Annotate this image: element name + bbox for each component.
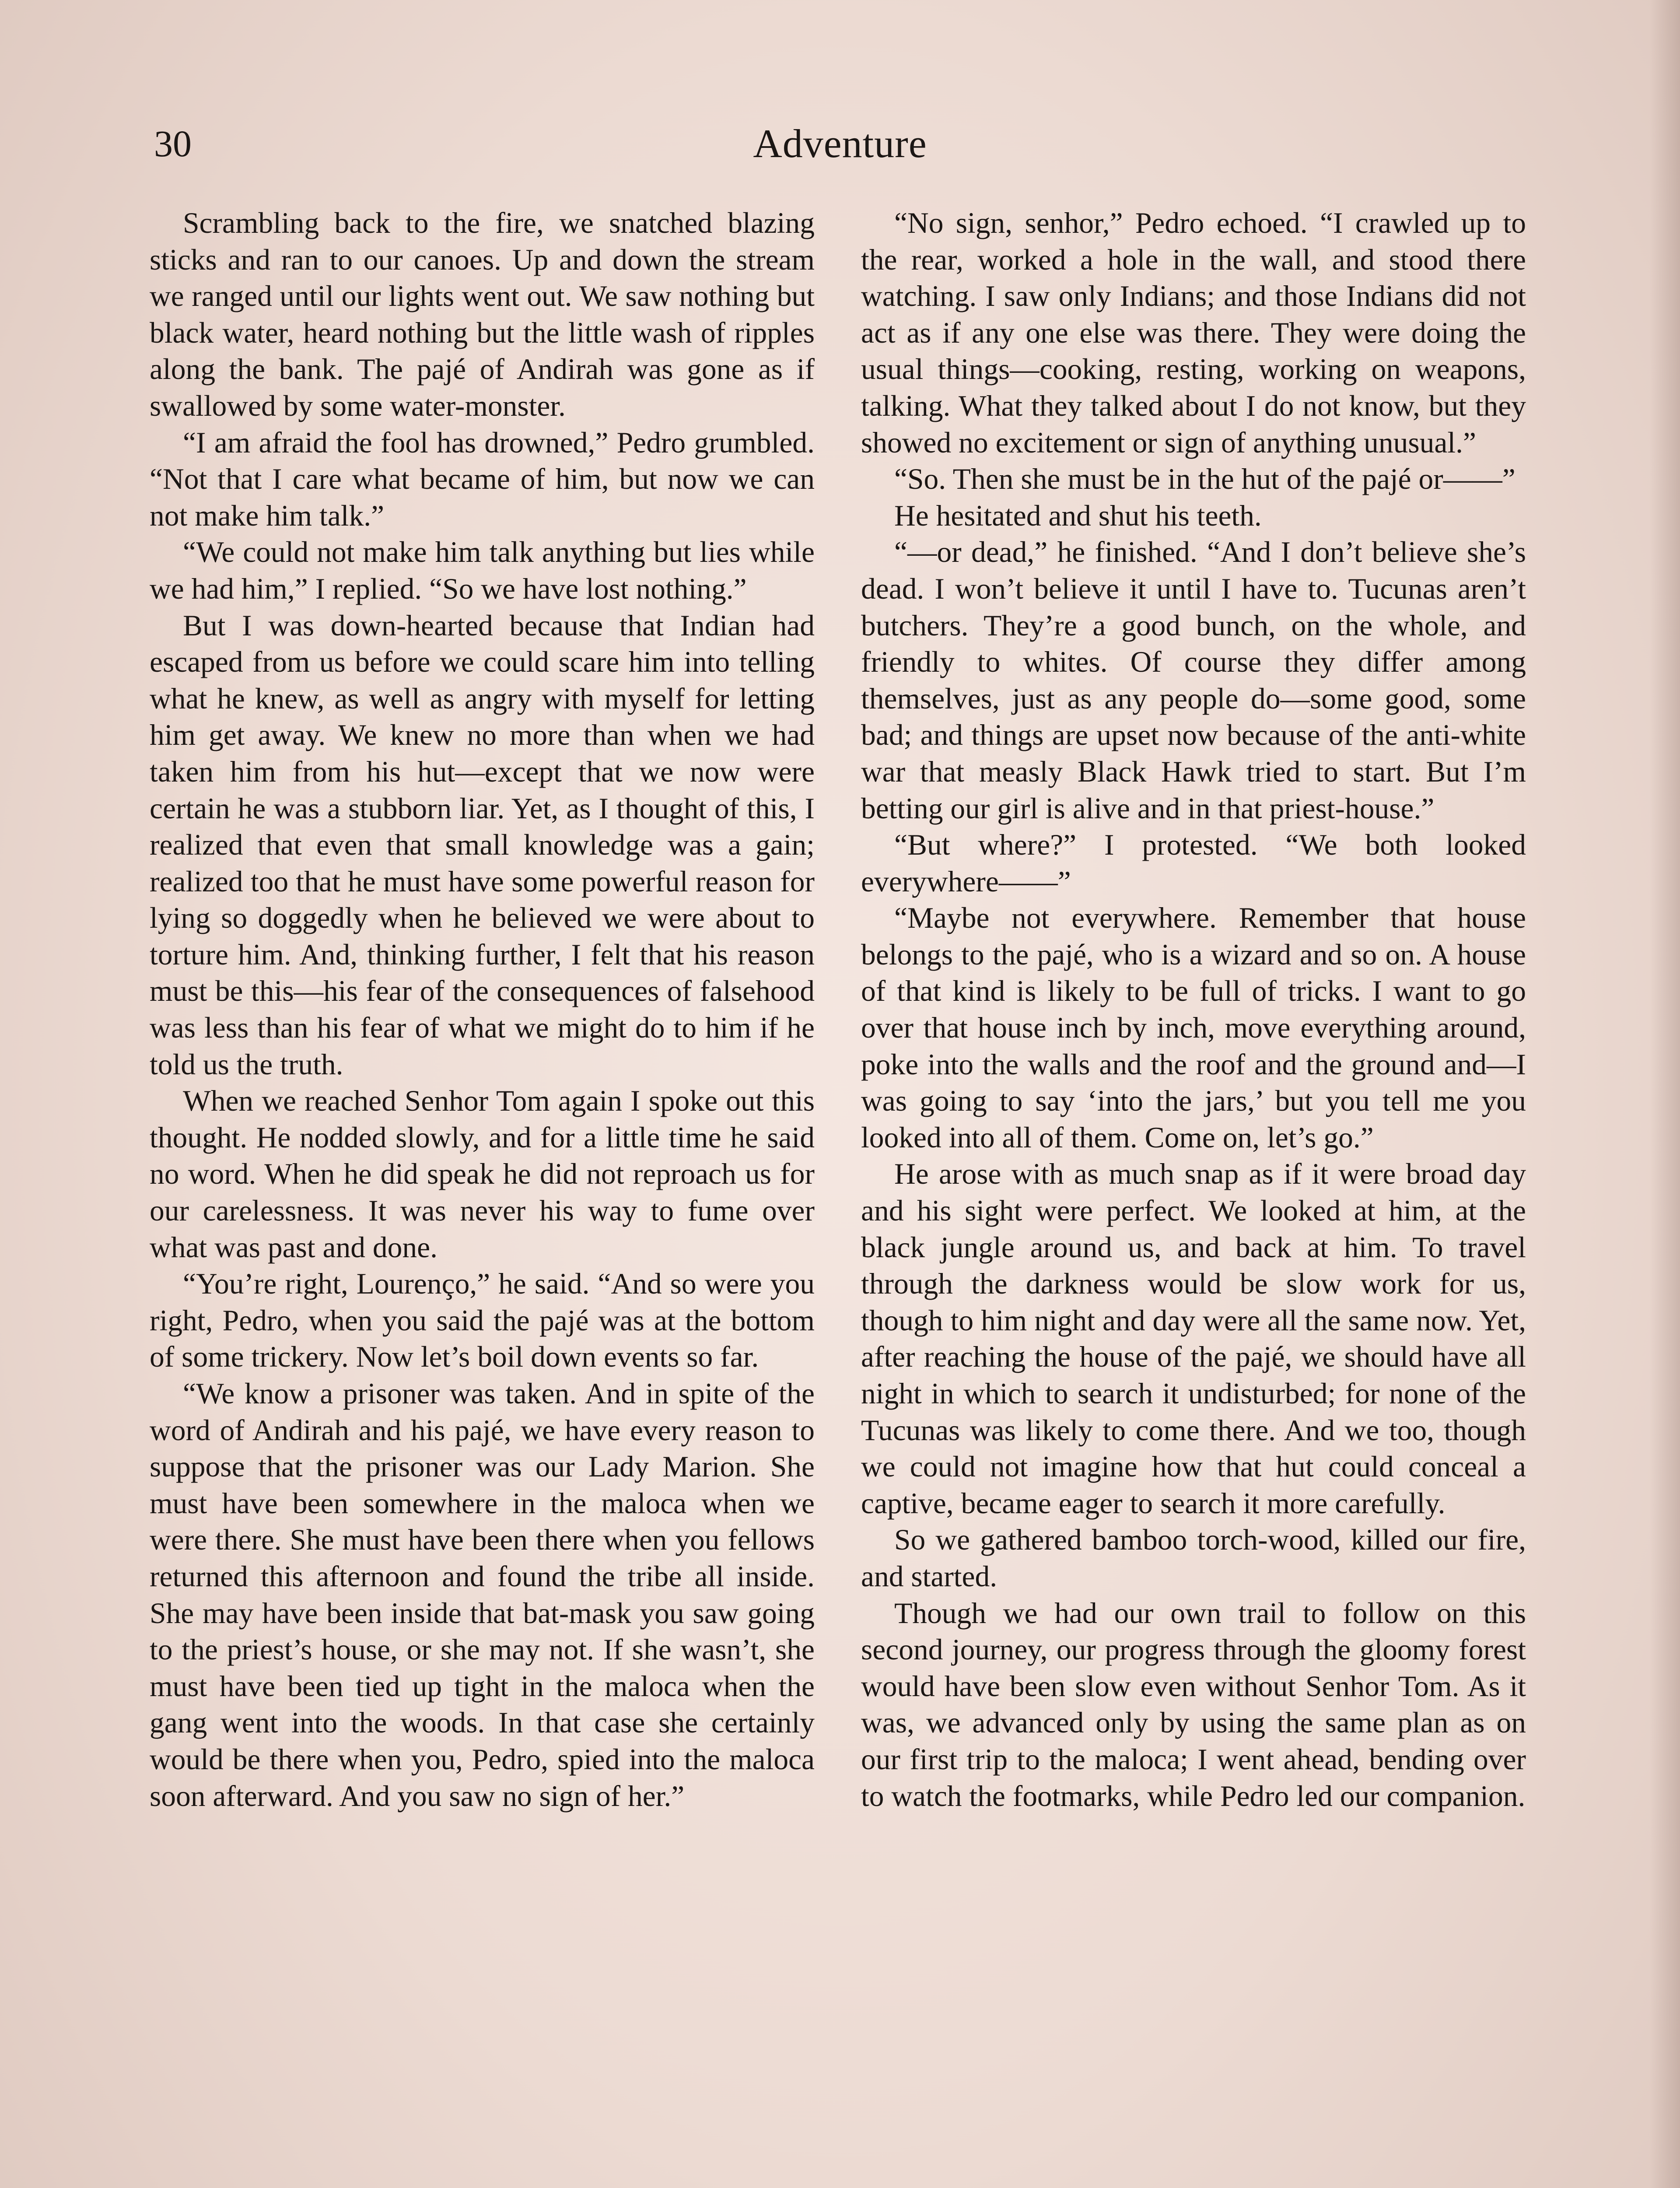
paragraph: He hesitated and shut his teeth. <box>894 499 1262 532</box>
paragraph: But I was down-hearted because that Indian had escaped from us before we could scare him into telling what he knew, as well as angry with myself for letting him get away. We knew no more than when we had taken him from his hut—except that we now were certain he was a stubborn liar. Yet, as I thought of this, I realized that even that small knowledge was a gain; realized too that he must have some powerful reason for lying so doggedly when he believed we were about to torture him. And, thinking further, I felt that his reason must be this—his fear of the consequences of falsehood was less than his fear of what we might do to him if he told us the truth. <box>150 609 815 1081</box>
paragraph: “You’re right, Lourenço,” he said. “And so were you right, Pedro, when you said the pajé was at the bottom of some trickery. Now let’s boil down events so far. <box>150 1267 815 1374</box>
right-column <box>861 205 1526 1814</box>
paragraph: When we reached Senhor Tom again I spoke out this thought. He nodded slowly, and for a little time he said no word. When he did speak he did not reproach us for our carelessness. It was never his way to fume over what was past and done. <box>150 1084 815 1264</box>
paragraph: “We know a prisoner was taken. And in spite of the word of Andirah and his pajé, we have every reason to suppose that the prisoner was our Lady Marion. She must have been somewhere in the maloca when we were there. She must have been there when you fellows returned this afternoon and found the tribe all inside. She may have been inside that bat-mask you saw going to the priest’s house, or she may not. If she wasn’t, she must have been tied up tight in the maloca when the gang went into the woods. In that case she certainly would be there when you, Pedro, spied into the maloca soon afterward. And you saw no sign of her.” <box>150 1377 815 1813</box>
paragraph: “So. Then she must be in the hut of the pajé or——” <box>894 463 1516 496</box>
page-edge-shadow <box>1649 0 1680 2188</box>
paragraph: So we gathered bamboo torch-wood, killed our fire, and started. <box>861 1523 1526 1593</box>
paragraph: “We could not make him talk anything but lies while we had him,” I replied. “So we have lost nothing.” <box>150 536 815 605</box>
left-column <box>150 205 815 1814</box>
paragraph: Scrambling back to the fire, we snatched blazing sticks and ran to our canoes. Up and down the stream we ranged until our lights went out. We saw nothing but black water, heard nothing but the little wash of ripples along the bank. The pajé of Andirah was gone as if swallowed by some water-monster. <box>150 207 815 422</box>
paragraph: “I am afraid the fool has drowned,” Pedro grumbled. “Not that I care what became of him, but now we can not make him talk.” <box>150 426 815 532</box>
running-title: Adventure <box>753 121 927 166</box>
paragraph: “Maybe not everywhere. Remember that house belongs to the pajé, who is a wizard and so on. A house of that kind is likely to be full of tricks. I want to go over that house inch by inch, move everything around, poke into the walls and the roof and the ground and—I was going to say ‘into the jars,’ but you tell me you looked into all of them. Come on, let’s go.” <box>861 901 1526 1154</box>
page-header <box>0 117 1680 170</box>
paragraph: Though we had our own trail to follow on this second journey, our progress through the gloomy forest would have been slow even without Senhor Tom. As it was, we advanced only by using the same plan as on our first trip to the maloca; I went ahead, bending over to watch the footmarks, while Pedro led our companion. <box>861 1596 1526 1813</box>
paragraph: “But where?” I protested. “We both looked everywhere——” <box>861 828 1526 898</box>
page-number: 30 <box>154 123 192 165</box>
paragraph: “—or dead,” he finished. “And I don’t believe she’s dead. I won’t believe it until I have to. Tucunas aren’t butchers. They’re a good bunch, on the whole, and friendly to whites. Of course they differ among themselves, just as any people do—some good, some bad; and things are upset now because of the anti-white war that measly Black Hawk tried to start. But I’m betting our girl is alive and in that priest-house.” <box>861 536 1526 825</box>
paragraph: He arose with as much snap as if it were broad day and his sight were perfect. We looked at him, at the black jungle around us, and back at him. To travel through the darkness would be slow work for us, though to him night and day were all the same now. Yet, after reaching the house of the pajé, we should have all night in which to search it undisturbed; for none of the Tucunas was likely to come there. And we too, though we could not imagine how that hut could conceal a captive, became eager to search it more carefully. <box>861 1157 1526 1520</box>
paragraph: “No sign, senhor,” Pedro echoed. “I crawled up to the rear, worked a hole in the wall, and stood there watching. I saw only Indians; and those Indians did not act as if any one else was there. They were doing the usual things—cooking, resting, working on weapons, talking. What they talked about I do not know, but they showed no excitement or sign of anything unusual.” <box>861 207 1526 459</box>
